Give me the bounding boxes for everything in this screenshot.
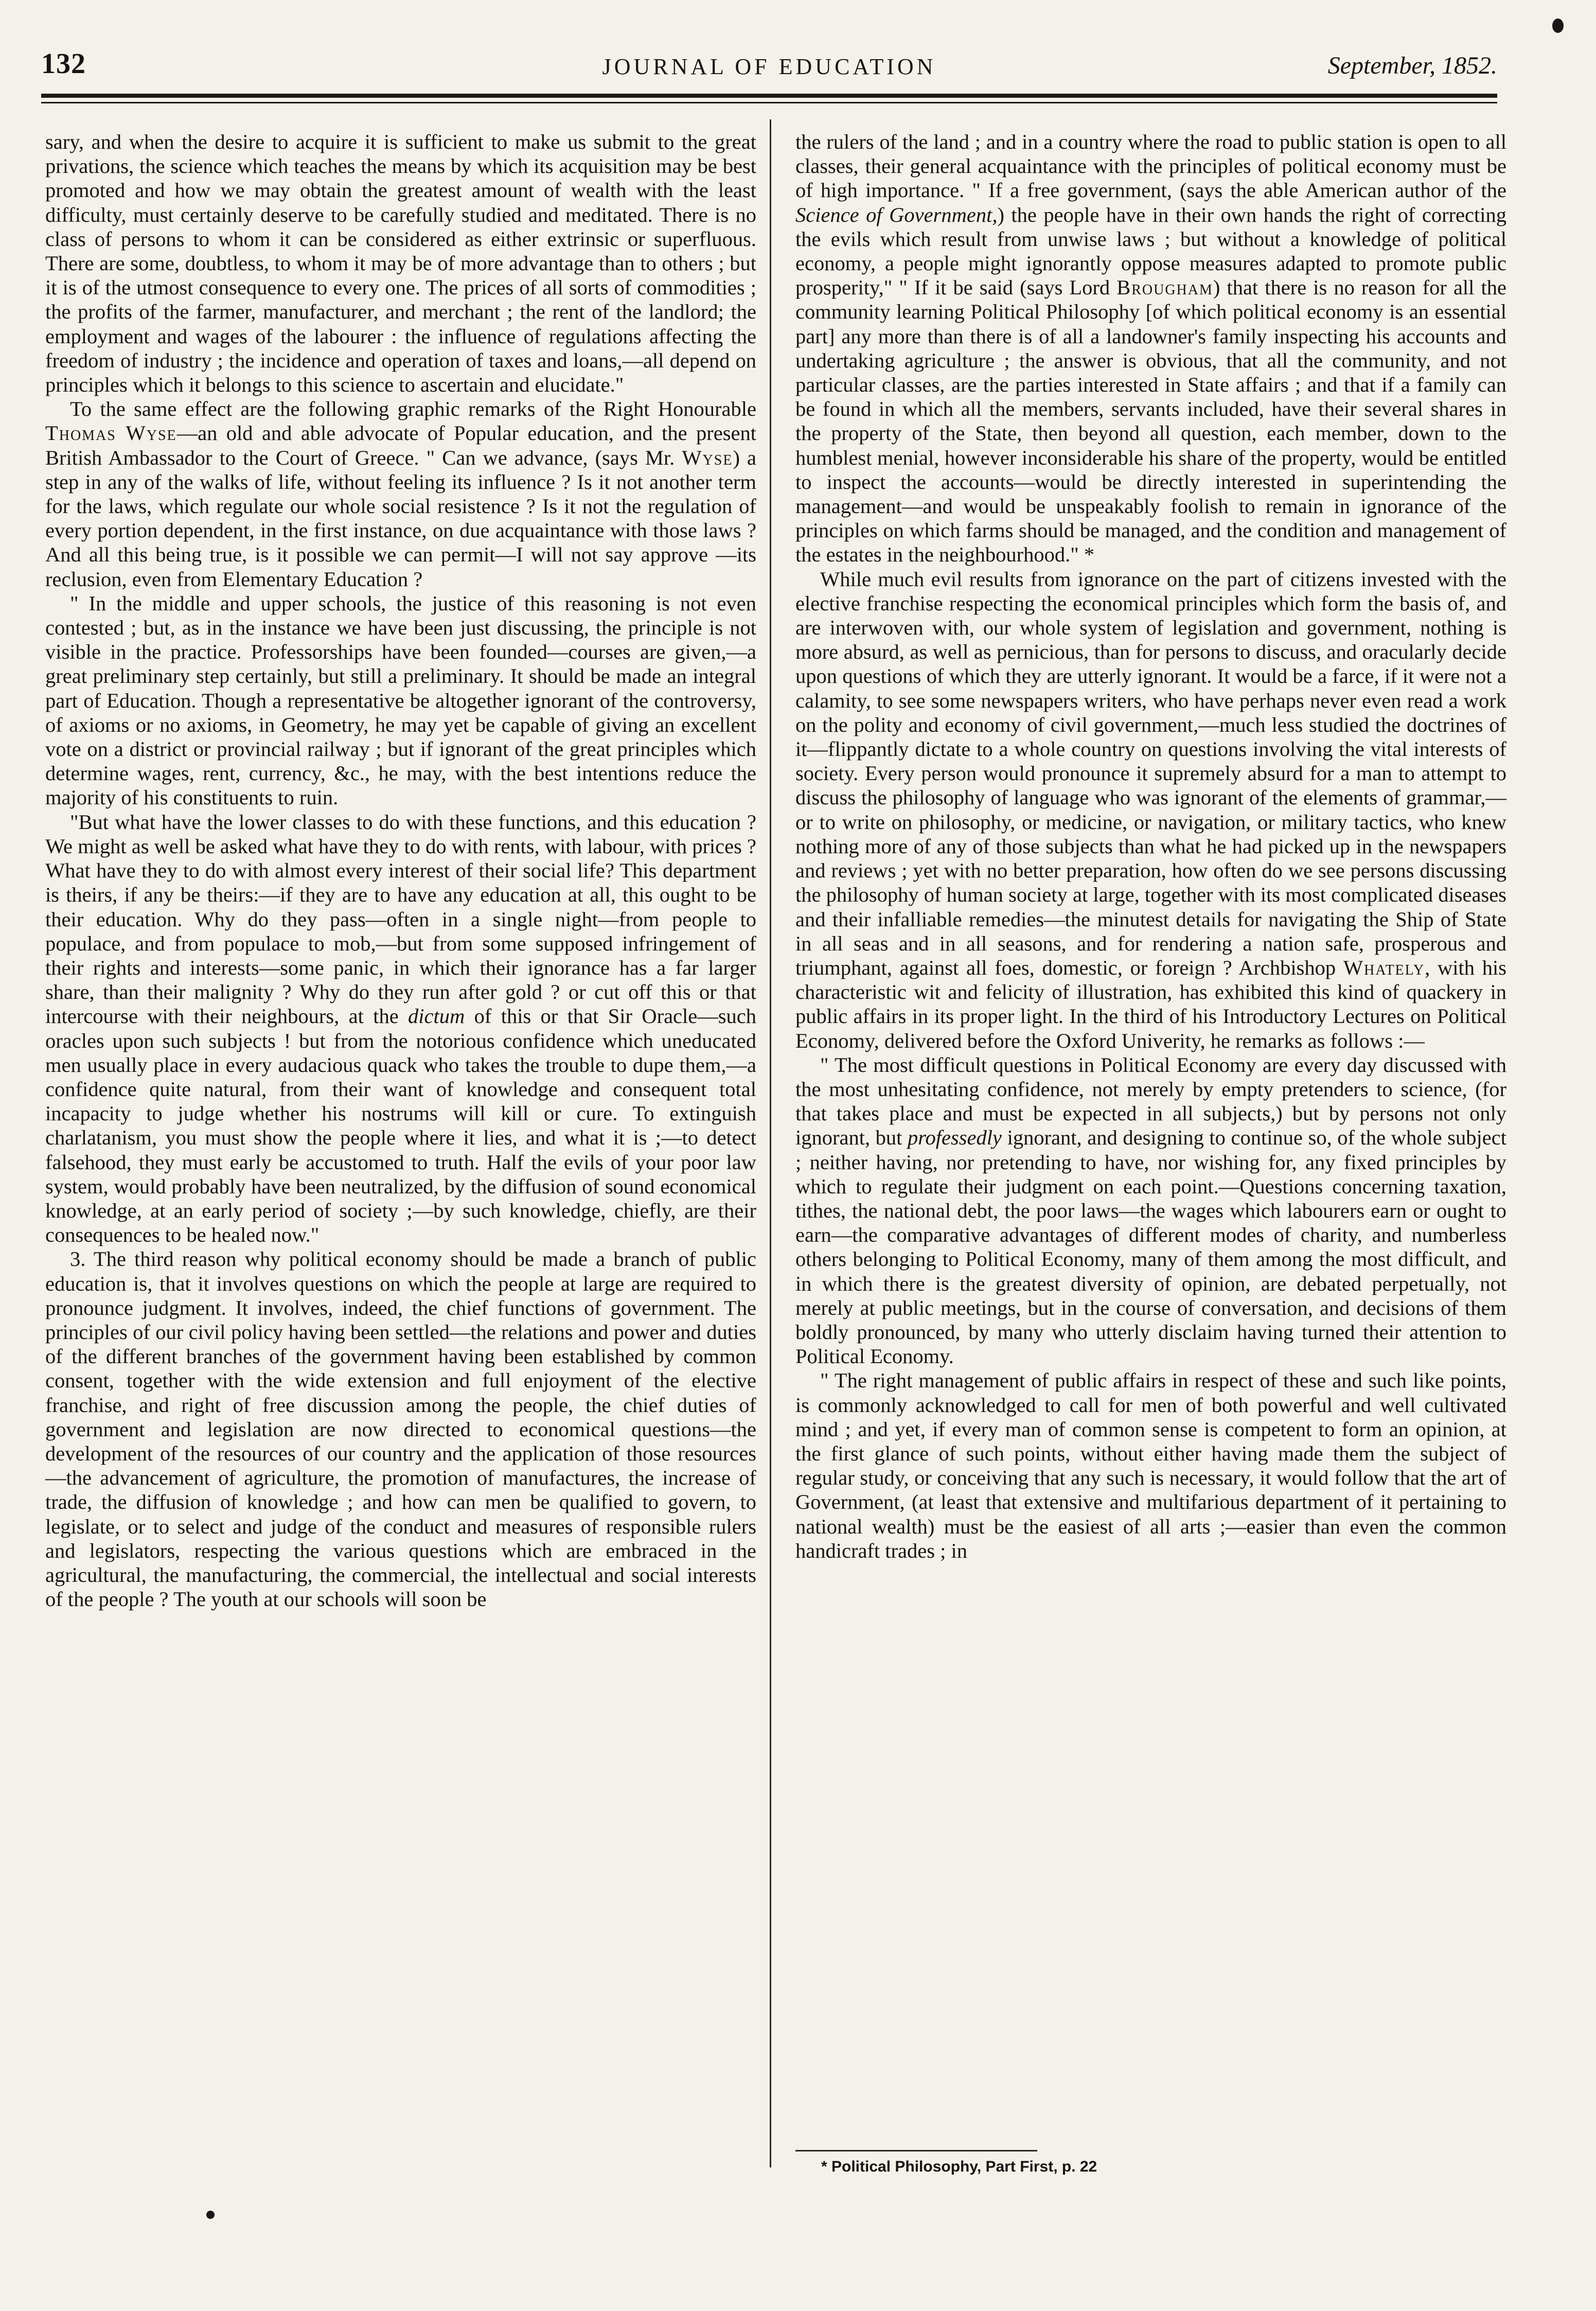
person-name: Brougham	[1116, 276, 1213, 299]
text-run: While much evil results from ignorance on the part of citizens invested with the elective franchise respecting the economical principles which form the basis of, and are interwoven with, our whole system of legislation and government, nothing is more absurd, as well as pernicious, than for persons to discuss, and oracularly decide upon questions of which they are utterly ignorant. It would be a farce, if it were not a calamity, to see some newspapers writers, who have perhaps never even read a work on the polity and economy of civil government,—much less studied the doctrines of it—flippantly dictate to a whole country on questions involving the vital interests of society. Every person would pronounce it supremely absurd for a man to attempt to discuss the philosophy of language who was ignorant of the elements of grammar,—or to write on philosophy, or medicine, or navigation, or military tactics, who knew nothing more of any of those subjects than what he had picked up in the newspapers and reviews ; yet with no better preparation, how often do we see persons discussing the philosophy of human society at large, together with its most complicated diseases and their infalliable remedies—the minutest details for navigating the Ship of State in all seas and in all seasons, and for rendering a nation safe, prosperous and triumphant, against all foes, domestic, or foreign ? Archbishop	[795, 567, 1506, 979]
paragraph	[795, 567, 1506, 1053]
text-run: "But what have the lower classes to do with these functions, and this education ? We might as well be asked what have they to do with rents, with labour, with prices ? What have they to do with almost every interest of their social life? This department is theirs, if any be theirs:—if they are to have any education at all, this ought to be their education. Why do they pass—often in a single night—from people to populace, and from populace to mob,—but from some supposed infringement of their rights and interests—some panic, in which their ignorance has a far larger share, than their malignity ? Why do they run after gold ? or cut off this or that intercourse with their neighbours, at the	[45, 810, 756, 1028]
paragraph	[795, 1053, 1506, 1369]
paragraph	[45, 810, 756, 1247]
text-run: the rulers of the land ; and in a country where the road to public station is open to all classes, their general acquaintance with the principles of political economy must be of high importance. " If a free government, (says the able American author of the	[795, 130, 1506, 202]
ink-speck	[1552, 19, 1564, 33]
paragraph: 3. The third reason why political economy should be made a branch of public education is, that it involves questions on which the people at large are required to pronounce judgment. It involves, indeed, the chief functions of government. The principles of our civil policy having been settled—the relations and power and duties of the different branches of the government having been established by common consent, together with the wide extension and full enjoyment of the elective franchise, and right of free discussion among the people, the chief duties of government and legislation are now directed to economical questions—the development of the resources of our country and the application of those resources —the advancement of agriculture, the promotion of manufactures, the increase of trade, the diffusion of knowledge ; and how can men be qualified to govern, to legislate, or to select and judge of the conduct and measures of responsible rulers and legislators, respecting the various questions which are embraced in the agricultural, the manufacturing, the commercial, the intellectual and social interests of the people ? The youth at our schools will soon be	[45, 1247, 756, 1611]
text-run: , with his characteristic wit and felicity of illustration, has exhibited this kind of quackery in public affairs in its proper light. In the third of his Introductory Lectures on Political Economy, delivered before the Oxford Univerity, he remarks as follows :—	[795, 956, 1507, 1052]
paragraph: " In the middle and upper schools, the justice of this reasoning is not even contested ; but, as in the instance we have been just discussing, the principle is not visible in the practice. Professorships have been founded—courses are given,—a great preliminary step certainly, but still a preliminary. It should be made an integral part of Education. Though a representative be altogether ignorant of the controversy, of axioms or no axioms, in Geometry, he may yet be capable of giving an excellent vote on a district or provincial railway ; but if ignorant of the great principles which determine wages, rent, currency, &c., he may, with the best intentions reduce the majority of his constituents to ruin.	[45, 591, 756, 809]
person-name: Whately	[1343, 956, 1425, 979]
italic-term: professedly	[908, 1126, 1002, 1150]
text-run: of this or that Sir Oracle—such oracles upon such subjects ! but from the notorious confidence which uneducated men usually place in every audacious quack who takes the trouble to dupe them,—a confidence quite natural, from their want of knowledge and consequent total incapacity to judge whether his nostrums will kill or cure. To extinguish charlatanism, you must show the people where it lies, and what it is ;—to detect falsehood, they must early be accustomed to truth. Half the evils of your poor law system, would probably have been neutralized, by the diffusion of sound economical knowledge, at an early period of society ;—by such knowledge, chiefly, are their consequences to be healed now."	[45, 1004, 756, 1247]
paragraph: sary, and when the desire to acquire it is sufficient to make us submit to the great privations, the science which teaches the means by which its acquisition may be best promoted and how we may obtain the greatest amount of wealth with the least difficulty, must certainly deserve to be carefully studied and meditated. There is no class of persons to whom it can be considered as either extrinsic or superfluous. There are some, doubtless, to whom it may be of more advantage than to others ; but it is of the utmost consequence to every one. The prices of all sorts of commodities ; the profits of the farmer, manufacturer, and merchant ; the rent of the landlord; the employment and wages of the labourer : the influence of regulations affecting the freedom of industry ; the incidence and operation of taxes and loans,—all depend on principles which it belongs to this science to ascertain and elucidate."	[45, 130, 756, 397]
left-column	[45, 130, 756, 1611]
column-divider	[770, 119, 771, 2167]
text-run: To the same effect are the following graphic remarks of the Right Honourable	[70, 397, 756, 421]
footnote-rule	[795, 2150, 1037, 2151]
right-column	[795, 130, 1506, 1563]
header-rule-thick	[41, 94, 1497, 98]
text-run: ) a step in any of the walks of life, without feeling its influence ? Is it not another term for the laws, which regulate our whole social resistence ? Is it not the regulation of every portion dependent, in the first instance, on due acquaintance with those laws ? And all this being true, is it possible we can permit—I will not say approve —its reclusion, even from Elementary Education ?	[45, 446, 757, 591]
header-rule-thin	[41, 102, 1497, 103]
text-run: ignorant, and designing to continue so, of the whole subject ; neither having, nor pretending to have, nor wishing for, any fixed principles by which to regulate their judgment on each point.—Questions concerning taxation, tithes, the national debt, the poor laws—the wages which labourers earn or ought to earn—the comparative advantages of different modes of charity, and numberless others belonging to Political Economy, many of them among the most difficult, and in which there is the greatest diversity of opinion, are debated perpetually, not merely at public meetings, but in the course of conversation, and decisions of them boldly pronounced, by many who utterly disclaim having turned their attention to Political Economy.	[795, 1126, 1506, 1368]
text-run: ) that there is no reason for all the community learning Political Philosophy [of which political economy is an essential part] any more than there is of all a landowner's family inspecting his accounts and undertaking agriculture ; the answer is obvious, that all the community, and not particular classes, are the parties interested in State affairs ; and that if a family can be found in which all the members, servants included, have their several shares in the property of the State, then beyond all question, each member, down to the humblest menial, however inconsiderable his share of the property, would be entitled to inspect the accounts—would be directly interested in superintending the management—and would be unspeakably foolish to remain in ignorance of the principles on which farms should be managed, and the condition and management of the estates in the neighbourhood." *	[795, 276, 1506, 567]
italic-title: Science of Government,	[795, 203, 998, 226]
page-header	[41, 47, 1497, 83]
text-run: ) the people have in their own hands the right of correcting the evils which result from unwise laws ; but without a knowledge of political economy, a people might ignorantly oppose measures adapted to promote public prosperity," " If it be said (says Lord	[795, 203, 1506, 299]
person-name: Thomas Wyse	[45, 421, 177, 445]
paragraph	[45, 397, 756, 591]
paragraph	[795, 130, 1506, 567]
text-run: " The most difficult questions in Political Economy are every day discussed with the most unhesitating confidence, not merely by empty pretenders to science, (for that takes place and must be expected in all subjects,) but by persons not only ignorant, but	[795, 1053, 1506, 1150]
page-number: 132	[41, 48, 86, 80]
journal-title: JOURNAL OF EDUCATION	[602, 54, 936, 79]
person-name: Wyse	[682, 446, 733, 469]
footnote: * Political Philosophy, Part First, p. 22	[821, 2158, 1097, 2175]
ink-speck	[206, 2211, 215, 2219]
italic-term: dictum	[408, 1004, 465, 1028]
text-run: —an old and able advocate of Popular education, and the present British Ambassador to the Court of Greece. " Can we advance, (says Mr.	[45, 421, 756, 469]
paragraph: " The right management of public affairs in respect of these and such like points, is commonly acknowledged to call for men of both powerful and well cultivated mind ; and yet, if every man of common sense is competent to form an opinion, at the first glance of such points, without either having made them the subject of regular study, or conceiving that any such is necessary, it would follow that the art of Government, (at least that extensive and multifarious department of it pertaining to national wealth) must be the easiest of all arts ;—easier than even the common handicraft trades ; in	[795, 1369, 1506, 1562]
issue-date: September, 1852.	[1327, 52, 1497, 79]
